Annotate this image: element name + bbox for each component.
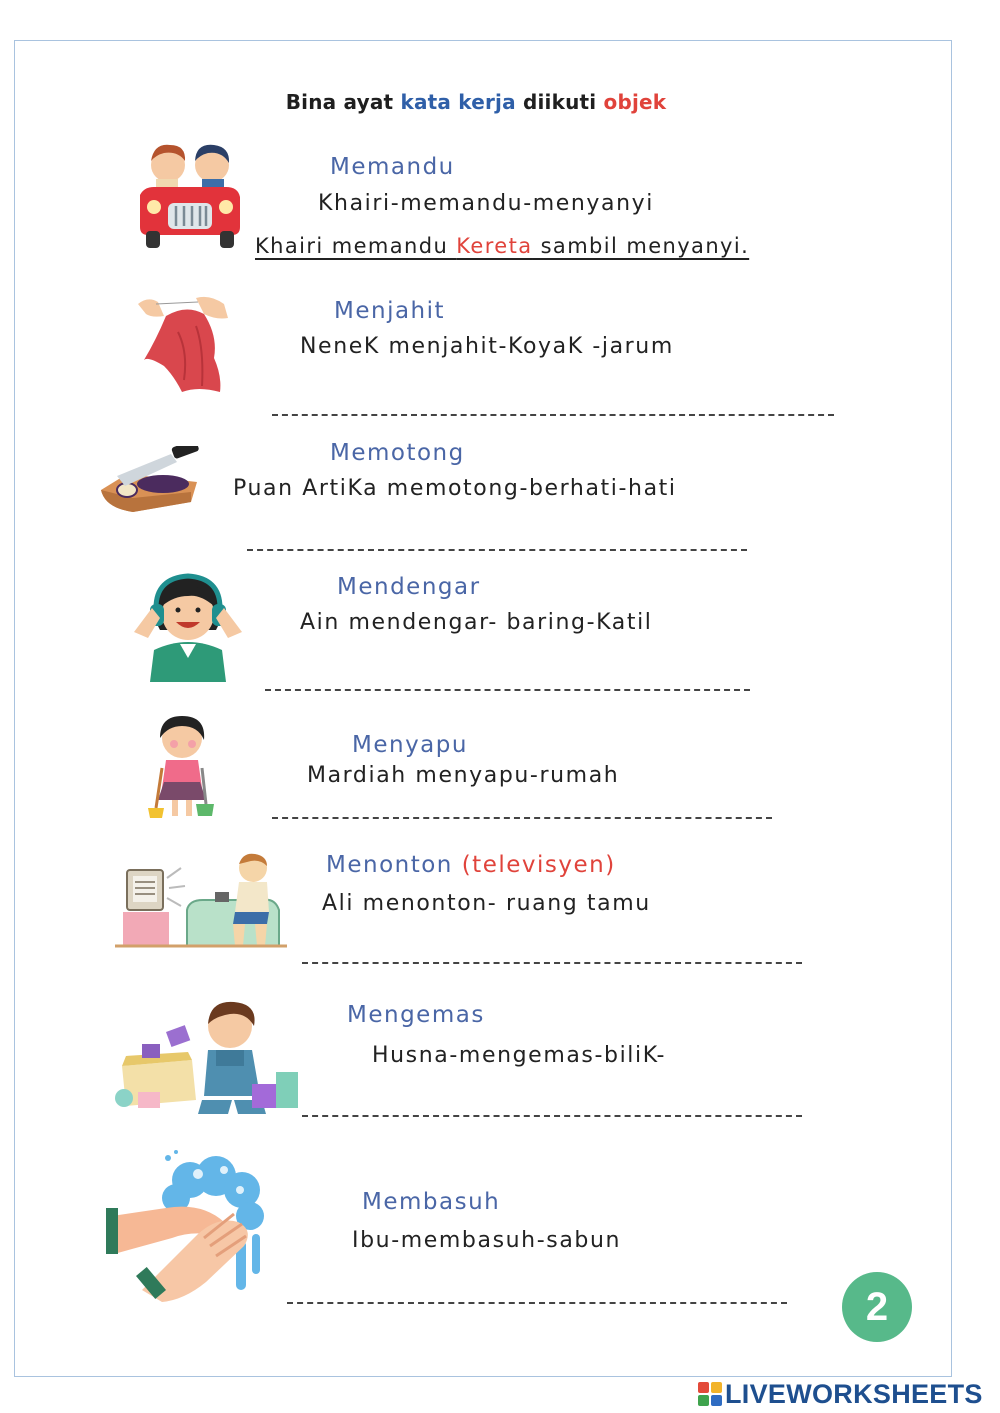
verb-object-hint: (televisyen) bbox=[461, 852, 616, 878]
title-part: diikuti bbox=[515, 90, 604, 114]
boy-watching-tv-picture bbox=[115, 850, 287, 950]
verb-label: Memotong bbox=[330, 440, 465, 466]
answer-line[interactable] bbox=[287, 1302, 787, 1304]
word-prompt: Khairi-memandu-menyanyi bbox=[318, 191, 655, 216]
sentence-part: Khairi memandu bbox=[255, 234, 457, 258]
verb-label: Menjahit bbox=[334, 298, 446, 324]
title-object-term: objek bbox=[603, 90, 667, 114]
title-verb-term: kata kerja bbox=[400, 90, 516, 114]
verb-label bbox=[326, 852, 616, 878]
word-prompt: Mardiah menyapu-rumah bbox=[307, 763, 620, 788]
title-part: Bina ayat bbox=[285, 90, 401, 114]
answer-line[interactable] bbox=[302, 962, 802, 964]
example-sentence bbox=[255, 234, 749, 258]
verb-word: Menonton bbox=[326, 852, 453, 878]
word-prompt: Puan ArtiKa memotong-berhati-hati bbox=[233, 476, 677, 501]
liveworksheets-logo-icon bbox=[698, 1382, 722, 1406]
boy-tidying-toys-picture bbox=[112, 1000, 302, 1120]
answer-line[interactable] bbox=[265, 689, 750, 691]
verb-label: Memandu bbox=[330, 154, 455, 180]
hands-washing-soap-picture bbox=[106, 1150, 268, 1306]
girl-sweeping-picture bbox=[146, 712, 218, 822]
sentence-part: sambil menyanyi. bbox=[532, 234, 750, 258]
verb-label: Mendengar bbox=[337, 574, 481, 600]
page-number-badge: 2 bbox=[842, 1272, 912, 1342]
liveworksheets-footer[interactable] bbox=[698, 1378, 983, 1410]
liveworksheets-brand: LIVEWORKSHEETS bbox=[725, 1378, 983, 1409]
word-prompt: Husna-mengemas-biliK- bbox=[372, 1043, 666, 1068]
word-prompt: NeneK menjahit-KoyaK -jarum bbox=[300, 334, 674, 359]
verb-label: Menyapu bbox=[352, 732, 468, 758]
verb-label: Membasuh bbox=[362, 1189, 501, 1215]
word-prompt: Ali menonton- ruang tamu bbox=[322, 891, 651, 916]
hand-sewing-cloth-picture bbox=[138, 296, 230, 394]
answer-line[interactable] bbox=[272, 414, 834, 416]
word-prompt: Ain mendengar- baring-Katil bbox=[300, 610, 653, 635]
sentence-object: Kereta bbox=[456, 234, 533, 258]
verb-label: Mengemas bbox=[347, 1002, 485, 1028]
answer-line[interactable] bbox=[302, 1115, 802, 1117]
answer-line[interactable] bbox=[247, 549, 747, 551]
girl-with-headphones-picture bbox=[130, 568, 246, 682]
answer-line[interactable] bbox=[272, 817, 772, 819]
worksheet-title bbox=[0, 90, 952, 114]
word-prompt: Ibu-membasuh-sabun bbox=[352, 1228, 622, 1253]
knife-cutting-eggplant-picture bbox=[97, 446, 201, 514]
children-driving-car-picture bbox=[134, 135, 246, 250]
